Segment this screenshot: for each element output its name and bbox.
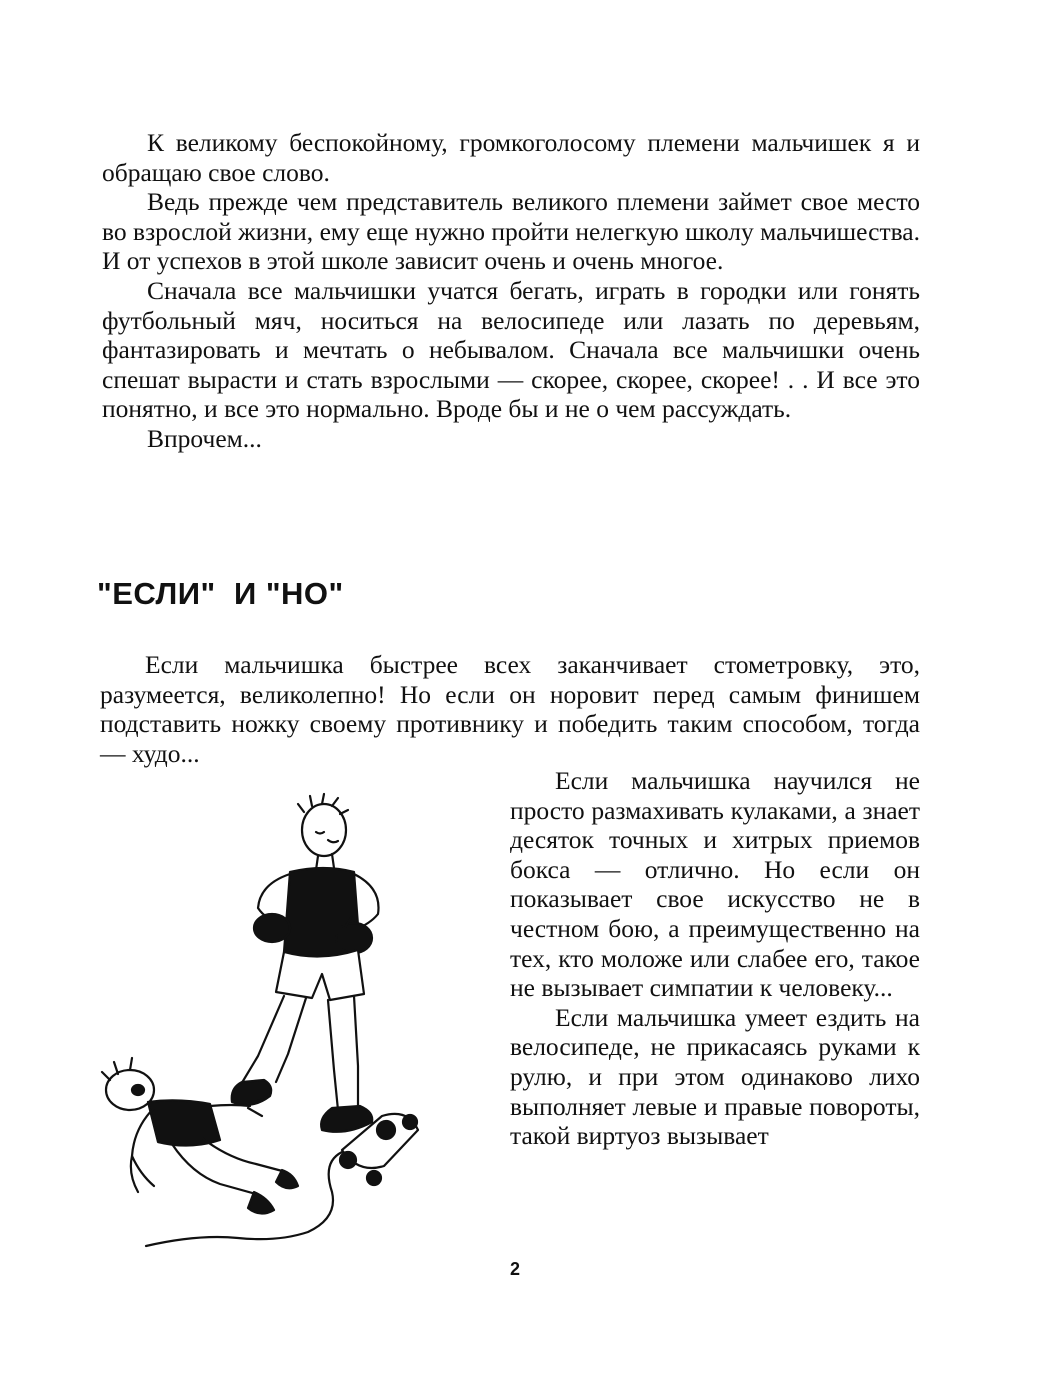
intro-paragraph-1: К великому беспокойному, громкоголосому племени мальчишек я и обращаю свое слово. (102, 128, 920, 187)
section-paragraph-1: Если мальчишка быстрее всех заканчивает стометровку, это, разумеется, великолепно! Но если он норовит перед самым финишем подставить ножку своему противнику и победить таким способом, тогда — худо... (100, 650, 920, 768)
intro-text (102, 128, 920, 454)
boxer-illustration (92, 790, 492, 1260)
section-paragraph-3: Если мальчишка умеет ездить на велосипеде, не прикасаясь руками к рулю, и при этом одинаково лихо выполняет левые и правые повороты, такой виртуоз вызывает (510, 1002, 920, 1151)
page-number: 2 (509, 1259, 520, 1279)
intro-paragraph-4: Впрочем... (147, 423, 262, 453)
intro-paragraph-3: Сначала все мальчишки учатся бегать, играть в городки или гонять футбольный мяч, носиться на велосипеде или лазать по деревьям, фантазировать и мечтать о небывалом. Сначала все мальчишки очень спешат вырасти и стать взрослыми — скорее, скорее, скорее! . . И все это понятно, и все это нормально. Вроде бы и не о чем рассуждать. (102, 275, 920, 424)
right-column-text (510, 766, 920, 1151)
section-paragraph-2: Если мальчишка научился не просто размахивать кулаками, а знает десяток точных и хитрых приемов бокса — отлично. Но если он показывает свое искусство не в честном бою, а преимущественно на тех, кто моложе или слабее его, такое не вызывает симпатии к человеку... (510, 766, 920, 1003)
intro-paragraph-2: Ведь прежде чем представитель великого племени займет свое место во взрослой жизни, ему еще нужно пройти нелегкую школу мальчишества. И от успехов в этой школе зависит очень и очень многое. (102, 187, 920, 276)
section-heading: "ЕСЛИ" И "НО" (97, 576, 344, 611)
